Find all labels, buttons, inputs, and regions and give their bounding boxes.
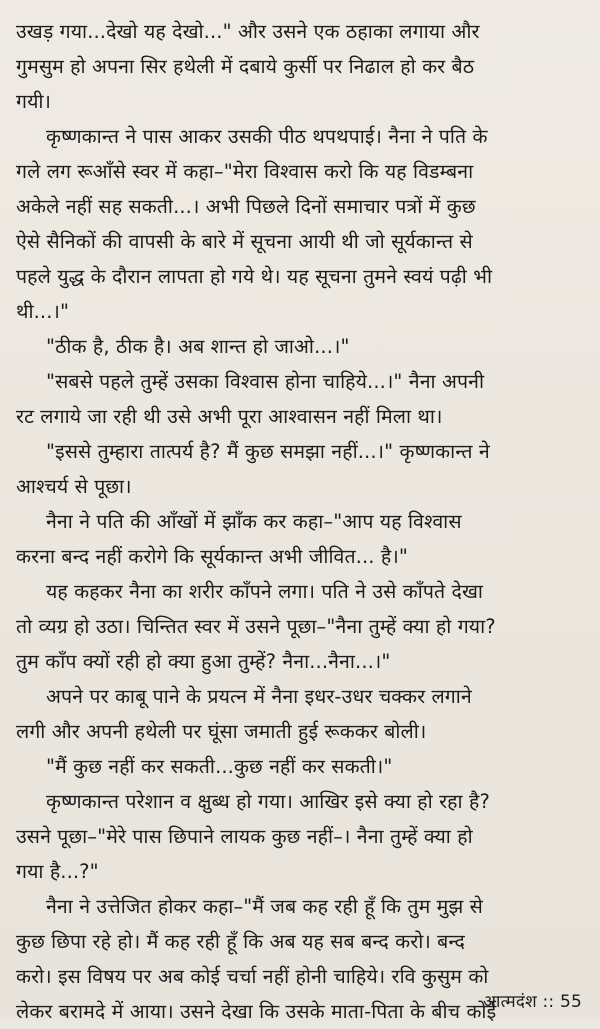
text-line: नैना ने उत्तेजित होकर कहा–"मैं जब कह रही हूँ कि तुम मुझ से [46,895,483,918]
text-line: "मैं कुछ नहीं कर सकती...कुछ नहीं कर सकती।" [46,755,393,778]
text-line: नैना ने पति की आँखों में झाँक कर कहा–"आप यह विश्वास [46,510,462,533]
text-line: लेकर बरामदे में आया। उसने देखा कि उसके माता-पिता के बीच कोई [16,1000,497,1023]
text-line: गयी। [16,90,52,113]
text-line: कृष्णकान्त ने पास आकर उसकी पीठ थपथपाई। नैना ने पति के [46,125,488,148]
text-line: कृष्णकान्त परेशान व क्षुब्ध हो गया। आखिर इसे क्या हो रहा है? [46,790,490,813]
text-line: करो। इस विषय पर अब कोई चर्चा नहीं होनी चाहिये। रवि कुसुम को [16,965,489,988]
text-line: उखड़ गया...देखो यह देखो..." और उसने एक ठहाका लगाया और [16,20,480,43]
text-line: यह कहकर नैना का शरीर काँपने लगा। पति ने उसे काँपते देखा [46,580,484,603]
text-line: अपने पर काबू पाने के प्रयत्न में नैना इधर-उधर चक्कर लगाने [46,685,472,708]
page-footer: आत्मदंश :: 55 [483,992,582,1012]
text-line: अकेले नहीं सह सकती...। अभी पिछले दिनों समाचार पत्रों में कुछ [16,195,476,218]
text-line: गुमसुम हो अपना सिर हथेली में दबाये कुर्सी पर निढाल हो कर बैठ [16,55,475,78]
text-line: "ठीक है, ठीक है। अब शान्त हो जाओ...।" [46,335,350,358]
text-line: ऐसे सैनिकों की वापसी के बारे में सूचना आयी थी जो सूर्यकान्त से [16,230,473,253]
text-line: गले लग रूआँसे स्वर में कहा–"मेरा विश्वास करो कि यह विडम्बना [16,160,474,183]
text-line: गया है...?" [16,860,99,883]
text-line: रट लगाये जा रही थी उसे अभी पूरा आश्वासन नहीं मिला था। [16,405,443,428]
text-line: तुम काँप क्यों रही हो क्या हुआ तुम्हें? नैना...नैना...।" [16,650,391,673]
text-line: उसने पूछा–"मेरे पास छिपाने लायक कुछ नहीं–। नैना तुम्हें क्या हो [16,825,473,848]
text-line: लगी और अपनी हथेली पर घूंसा जमाती हुई रूककर बोली। [16,720,427,743]
text-line: करना बन्द नहीं करोगे कि सूर्यकान्त अभी जीवित... है।" [16,545,408,568]
text-line: तो व्यग्र हो उठा। चिन्तित स्वर में उसने पूछा–"नैना तुम्हें क्या हो गया? [16,615,496,638]
text-line: पहले युद्ध के दौरान लापता हो गये थे। यह सूचना तुमने स्वयं पढ़ी भी [16,265,493,288]
text-line: थी...।" [16,300,70,323]
page-body-text [16,14,584,1029]
text-line: "सबसे पहले तुम्हें उसका विश्वास होना चाहिये...।" नैना अपनी [46,370,485,393]
text-line: "इससे तुम्हारा तात्पर्य है? मैं कुछ समझा नहीं...।" कृष्णकान्त ने [46,440,490,463]
text-line: आश्चर्य से पूछा। [16,475,132,498]
text-line: कुछ छिपा रहे हो। मैं कह रही हूँ कि अब यह सब बन्द करो। बन्द [16,930,465,953]
